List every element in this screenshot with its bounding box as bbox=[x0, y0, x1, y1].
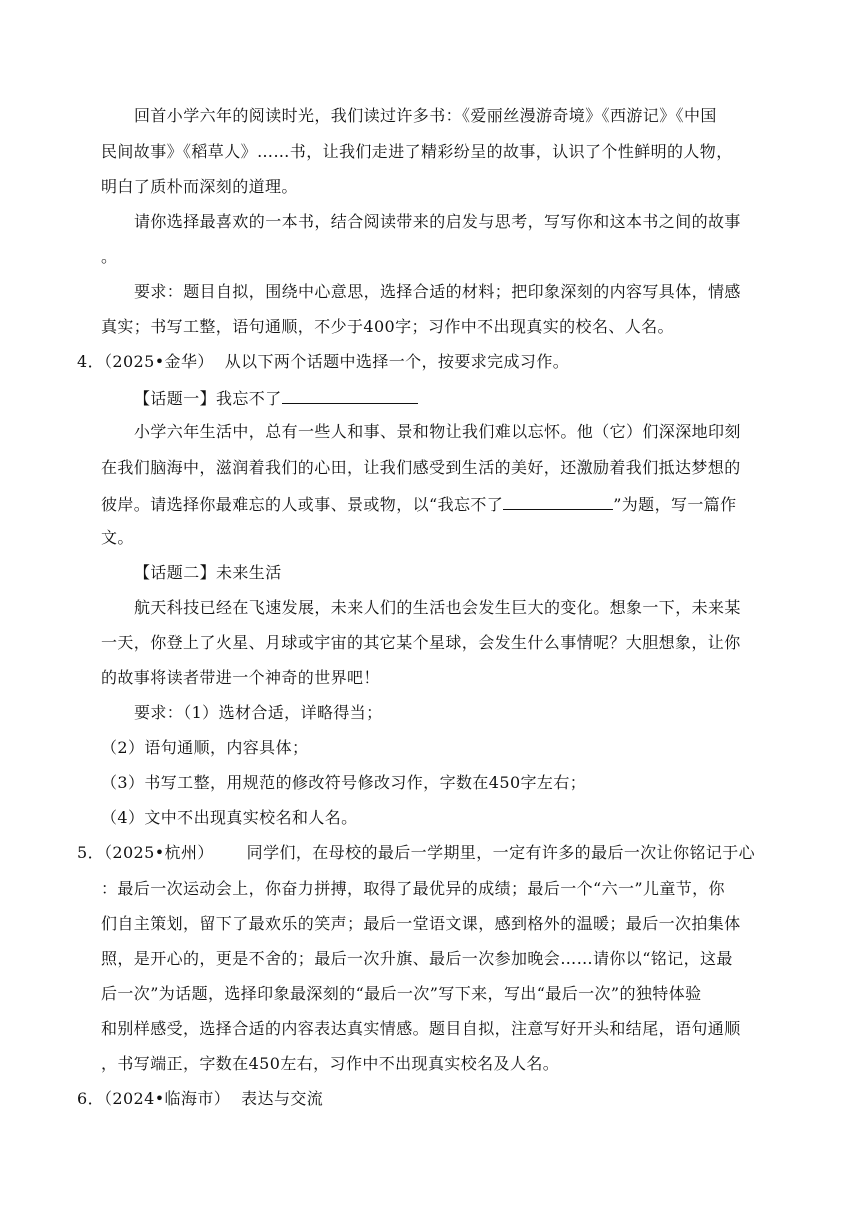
item5-line2: ：最后一次运动会上，你奋力拼搏，取得了最优异的成绩；最后一个“六一”儿童节，你 bbox=[101, 879, 725, 898]
item3-p2-line1: 请你选择最喜欢的一本书，结合阅读带来的启发与思考，写写你和这本书之间的故事 bbox=[134, 212, 741, 231]
item4-prompt: 从以下两个话题中选择一个，按要求完成习作。 bbox=[224, 352, 570, 371]
item3-p2-line2: 。 bbox=[101, 247, 118, 266]
item4-heading bbox=[77, 352, 569, 372]
item4-requirement-1: 要求：（1）选材合适，详略得当； bbox=[134, 703, 383, 722]
item5-line6: 和别样感受，选择合适的内容表达真实情感。题目自拟，注意写好开头和结尾，语句通顺 bbox=[101, 1019, 741, 1038]
item4-requirement-3: （3）书写工整，用规范的修改符号修改习作，字数在450字左右； bbox=[101, 773, 587, 792]
item6-heading bbox=[77, 1089, 323, 1109]
item4-topic2-line3: 的故事将读者带进一个神奇的世界吧！ bbox=[101, 668, 380, 687]
fill-blank-line bbox=[503, 493, 613, 510]
item4-topic1-line3 bbox=[101, 493, 737, 515]
item4-topic2-label: 【话题二】未来生活 bbox=[134, 563, 282, 582]
item4-requirement-4: （4）文中不出现真实校名和人名。 bbox=[101, 808, 358, 827]
item5-number: 5． bbox=[77, 843, 104, 862]
item3-p1-line2: 民间故事》《稻草人》……书，让我们走进了精彩纷呈的故事，认识了个性鲜明的人物， bbox=[101, 142, 733, 161]
item4-topic2-line2: 一天，你登上了火星、月球或宇宙的其它某个星球，会发生什么事情呢？大胆想象，让你 bbox=[101, 633, 741, 652]
item4-topic2-line1: 航天科技已经在飞速发展，未来人们的生活也会发生巨大的变化。想象一下，未来某 bbox=[134, 598, 741, 617]
item4-topic1-line2: 在我们脑海中，滋润着我们的心田，让我们感受到生活的美好，还激励着我们抵达梦想的 bbox=[101, 458, 741, 477]
item6-source: （2024•临海市） bbox=[103, 1089, 231, 1108]
item4-source: （2025•金华） bbox=[103, 352, 214, 371]
item3-p3-line1: 要求：题目自拟，围绕中心意思，选择合适的材料；把印象深刻的内容写具体，情感 bbox=[134, 282, 741, 301]
item3-p1-line3: 明白了质朴而深刻的道理。 bbox=[101, 177, 298, 196]
item4-topic1-line4: 文。 bbox=[101, 528, 134, 547]
item3-p3-line2: 真实；书写工整，语句通顺，不少于400字；习作中不出现真实的校名、人名。 bbox=[101, 317, 674, 336]
topic1-line3-part-b: ”为题，写一篇作 bbox=[613, 495, 737, 514]
item5-source: （2025•杭州） bbox=[103, 843, 214, 862]
topic1-title: 【话题一】我忘不了 bbox=[134, 389, 282, 408]
item5-heading bbox=[77, 843, 755, 863]
item5-line3: 们自主策划，留下了最欢乐的笑声；最后一堂语文课，感到格外的温暖；最后一次拍集体 bbox=[101, 914, 741, 933]
item6-number: 6． bbox=[77, 1089, 104, 1108]
item5-line5: 后一次”为话题，选择印象最深刻的“最后一次”写下来，写出“最后一次”的独特体验 bbox=[101, 984, 702, 1003]
item4-topic1-line1: 小学六年生活中，总有一些人和事、景和物让我们难以忘怀。他（它）们深深地印刻 bbox=[134, 422, 741, 441]
topic1-line3-part-a: 彼岸。请选择你最难忘的人或事、景或物，以“我忘不了 bbox=[101, 495, 504, 514]
item5-line7: ，书写端正，字数在450左右，习作中不出现真实校名及人名。 bbox=[101, 1054, 560, 1073]
item5-line1: 同学们，在母校的最后一学期里，一定有许多的最后一次让你铭记于心 bbox=[246, 843, 756, 862]
item4-number: 4． bbox=[77, 352, 104, 371]
item6-text: 表达与交流 bbox=[241, 1089, 324, 1108]
item3-p1-line1: 回首小学六年的阅读时光，我们读过许多书：《爱丽丝漫游奇境》《西游记》《中国 bbox=[134, 106, 717, 125]
item4-topic1-label bbox=[134, 387, 418, 409]
item5-line4: 照，是开心的，更是不舍的；最后一次升旗、最后一次参加晚会……请你以“铭记，这最 bbox=[101, 949, 733, 968]
item4-requirement-2: （2）语句通顺，内容具体； bbox=[101, 738, 309, 757]
fill-blank-line bbox=[282, 387, 418, 404]
